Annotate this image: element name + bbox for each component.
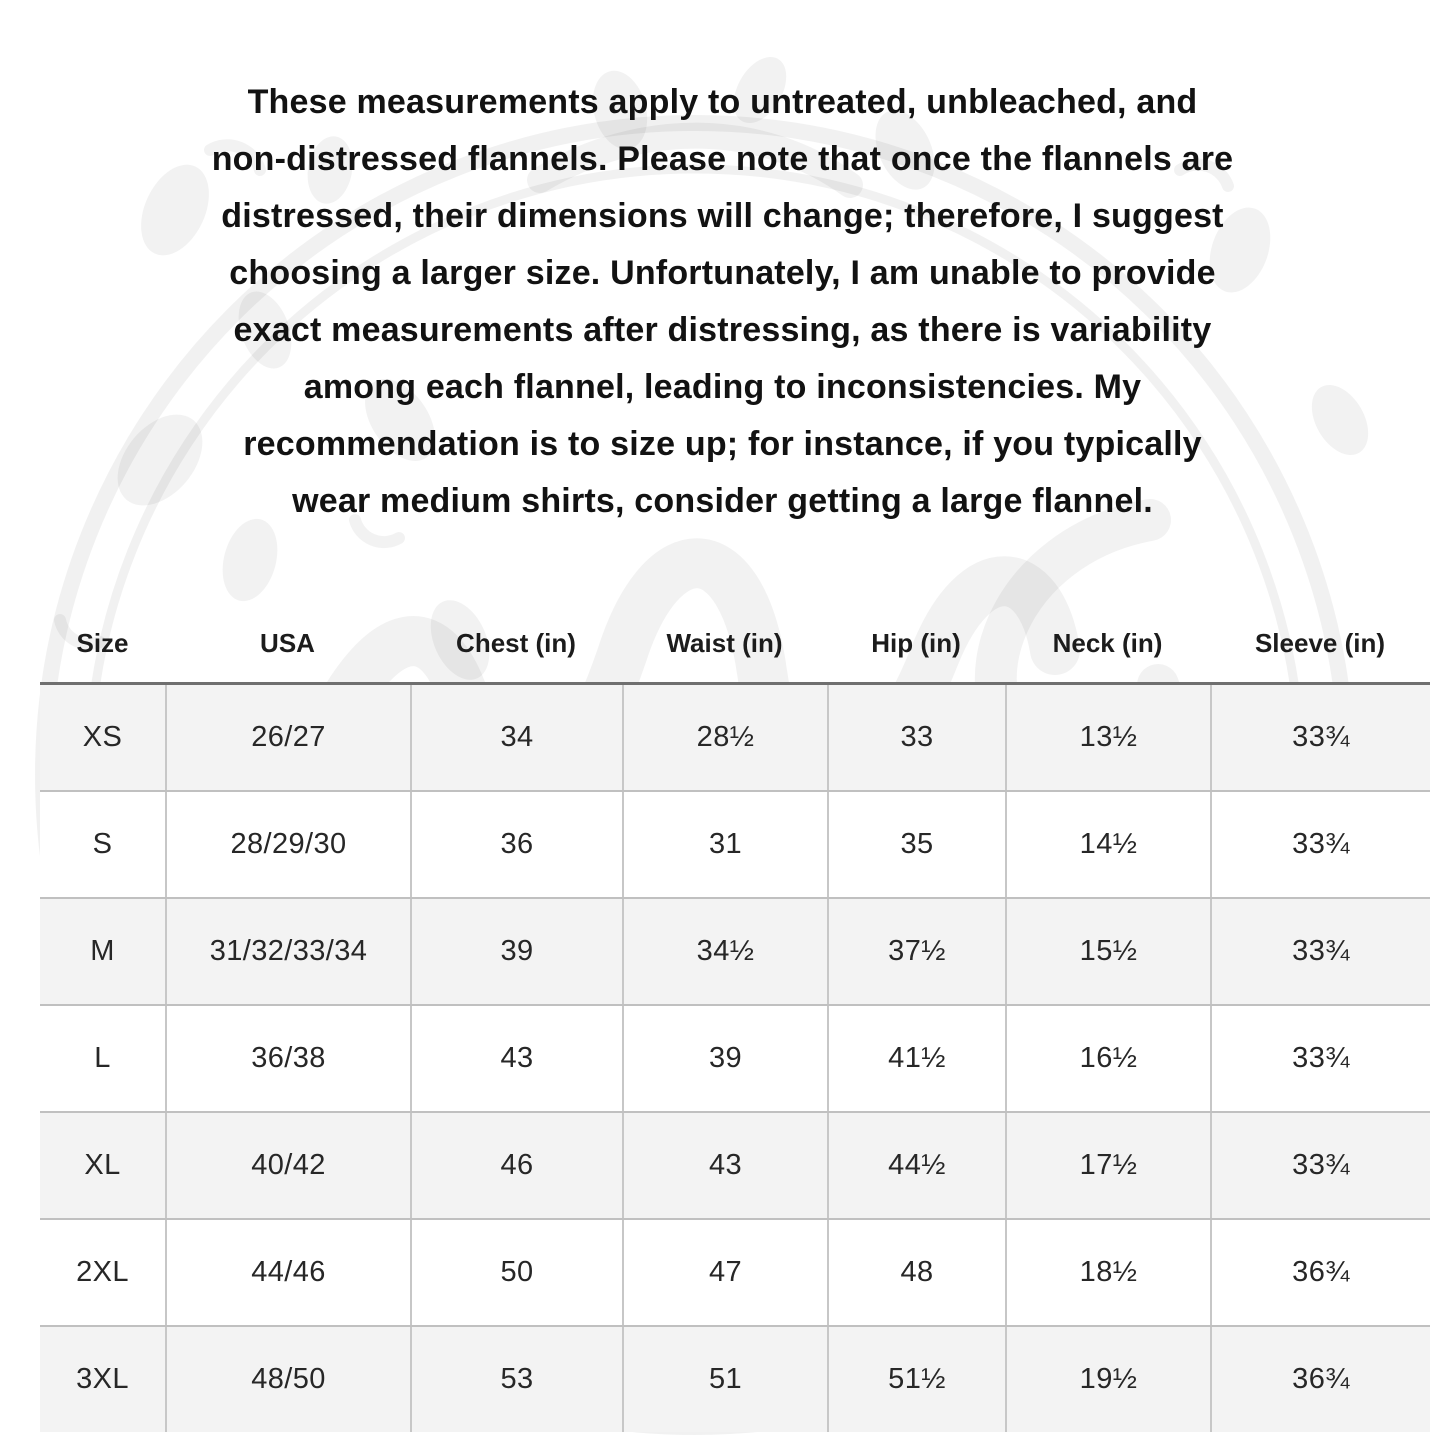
intro-line: non-distressed flannels. Please note that once the flannels are xyxy=(211,140,1234,178)
table-cell: 36¾ xyxy=(1210,1220,1430,1325)
table-row-l xyxy=(40,1004,1430,1111)
size-label: S xyxy=(92,828,113,860)
table-cell: 36/38 xyxy=(165,1006,410,1111)
table-cell: 17½ xyxy=(1005,1113,1210,1218)
table-row-s xyxy=(40,790,1430,897)
table-row-xs xyxy=(40,685,1430,790)
intro-line: distressed, their dimensions will change; therefore, I suggest xyxy=(221,197,1224,235)
table-cell: 26/27 xyxy=(165,685,410,790)
table-cell: 51 xyxy=(622,1327,827,1432)
table-cell: 53 xyxy=(410,1327,622,1432)
size-label: L xyxy=(94,1042,111,1074)
intro-line: wear medium shirts, consider getting a large flannel. xyxy=(292,482,1153,520)
table-cell: 18½ xyxy=(1005,1220,1210,1325)
size-label: XL xyxy=(84,1149,121,1181)
table-cell: 37½ xyxy=(827,899,1005,1004)
table-row-3xl xyxy=(40,1325,1430,1432)
size-label: 3XL xyxy=(76,1363,129,1395)
column-header-waist: Waist (in) xyxy=(666,627,783,658)
table-cell: 15½ xyxy=(1005,899,1210,1004)
size-label: XS xyxy=(82,721,123,753)
table-cell: 33¾ xyxy=(1210,1113,1430,1218)
column-header-usa: USA xyxy=(260,627,315,658)
table-cell: 35 xyxy=(827,792,1005,897)
size-label: 2XL xyxy=(76,1256,129,1288)
table-cell: 36¾ xyxy=(1210,1327,1430,1432)
column-header-hip: Hip (in) xyxy=(871,627,961,658)
table-header-row xyxy=(40,604,1430,685)
table-cell: 51½ xyxy=(827,1327,1005,1432)
table-row-m xyxy=(40,897,1430,1004)
table-row-xl xyxy=(40,1111,1430,1218)
column-header-size: Size xyxy=(76,627,129,658)
table-cell: 44/46 xyxy=(165,1220,410,1325)
column-header-chest: Chest (in) xyxy=(456,627,576,658)
table-cell: 16½ xyxy=(1005,1006,1210,1111)
table-cell: 33¾ xyxy=(1210,792,1430,897)
table-cell: 13½ xyxy=(1005,685,1210,790)
table-cell: 19½ xyxy=(1005,1327,1210,1432)
intro-line: recommendation is to size up; for instance, if you typically xyxy=(243,425,1202,463)
table-cell: 34 xyxy=(410,685,622,790)
table-cell: 33 xyxy=(827,685,1005,790)
table-cell: 39 xyxy=(622,1006,827,1111)
table-cell: 43 xyxy=(622,1113,827,1218)
table-cell: 50 xyxy=(410,1220,622,1325)
table-cell: 48/50 xyxy=(165,1327,410,1432)
table-cell: 47 xyxy=(622,1220,827,1325)
table-cell: 36 xyxy=(410,792,622,897)
table-cell: 14½ xyxy=(1005,792,1210,897)
table-cell: 46 xyxy=(410,1113,622,1218)
intro-line: exact measurements after distressing, as there is variability xyxy=(233,311,1212,349)
table-cell: 44½ xyxy=(827,1113,1005,1218)
table-cell: 28/29/30 xyxy=(165,792,410,897)
size-chart-table xyxy=(40,604,1430,1432)
table-cell: 41½ xyxy=(827,1006,1005,1111)
table-cell: 33¾ xyxy=(1210,685,1430,790)
table-cell: 33¾ xyxy=(1210,899,1430,1004)
table-cell: 33¾ xyxy=(1210,1006,1430,1111)
table-row-2xl xyxy=(40,1218,1430,1325)
table-cell: 31/32/33/34 xyxy=(165,899,410,1004)
intro-line: These measurements apply to untreated, unbleached, and xyxy=(247,83,1198,121)
table-cell: 39 xyxy=(410,899,622,1004)
table-cell: 48 xyxy=(827,1220,1005,1325)
column-header-sleeve: Sleeve (in) xyxy=(1254,627,1386,658)
table-cell: 43 xyxy=(410,1006,622,1111)
intro-line: among each flannel, leading to inconsistencies. My xyxy=(303,368,1142,406)
intro-line: choosing a larger size. Unfortunately, I am unable to provide xyxy=(229,254,1216,292)
column-header-neck: Neck (in) xyxy=(1052,627,1163,658)
intro-text xyxy=(78,74,1368,530)
table-cell: 34½ xyxy=(622,899,827,1004)
table-cell: 28½ xyxy=(622,685,827,790)
size-label: M xyxy=(90,935,115,967)
table-cell: 40/42 xyxy=(165,1113,410,1218)
table-cell: 31 xyxy=(622,792,827,897)
